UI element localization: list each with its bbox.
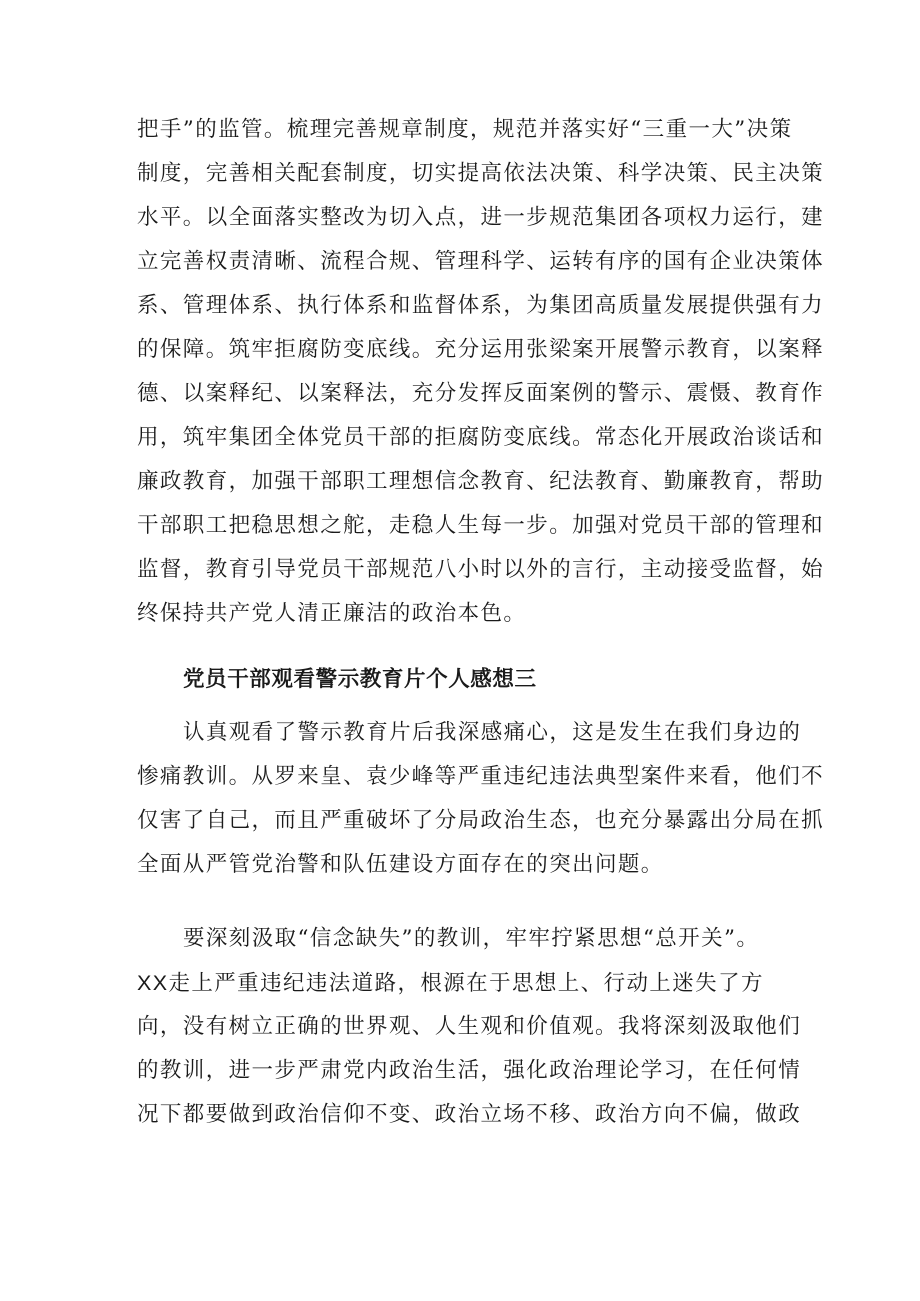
line-text: 走上严重违纪违法道路，根源在于思想上、行动上迷失了方 bbox=[168, 971, 764, 996]
paragraph-line: 用，筑牢集团全体党员干部的拒腐防变底线。常态化开展政治谈话和 bbox=[137, 425, 825, 450]
paragraph-line: 监督，教育引导党员干部规范八小时以外的言行，主动接受监督，始 bbox=[137, 557, 825, 582]
paragraph-line: 况下都要做到政治信仰不变、政治立场不移、政治方向不偏，做政 bbox=[137, 1102, 802, 1127]
paragraph-line: 要深刻汲取“信念缺失”的教训，牢牢拧紧思想“总开关”。 bbox=[183, 926, 760, 951]
paragraph-line: 全面从严管党治警和队伍建设方面存在的突出问题。 bbox=[137, 852, 664, 877]
paragraph-line: 德、以案释纪、以案释法，充分发挥反面案例的警示、震慑、教育作 bbox=[137, 381, 825, 406]
paragraph-line: 认真观看了警示教育片后我深感痛心，这是发生在我们身边的 bbox=[183, 720, 802, 745]
paragraph-line: 终保持共产党人清正廉洁的政治本色。 bbox=[137, 601, 527, 626]
paragraph-line: 向，没有树立正确的世界观、人生观和价值观。我将深刻汲取他们 bbox=[137, 1014, 802, 1039]
placeholder-name: XX bbox=[137, 971, 169, 995]
paragraph-line: 制度，完善相关配套制度，切实提高依法决策、科学决策、民主决策 bbox=[137, 161, 825, 186]
paragraph-line: 水平。以全面落实整改为切入点，进一步规范集团各项权力运行，建 bbox=[137, 205, 825, 230]
paragraph-line: 的保障。筑牢拒腐防变底线。充分运用张梁案开展警示教育，以案释 bbox=[137, 337, 825, 362]
paragraph-line: 系、管理体系、执行体系和监督体系，为集团高质量发展提供强有力 bbox=[137, 293, 825, 318]
paragraph-line: 的教训，进一步严肃党内政治生活，强化政治理论学习，在任何情 bbox=[137, 1058, 802, 1083]
paragraph-line bbox=[137, 968, 764, 999]
paragraph-line: 惨痛教训。从罗来皇、袁少峰等严重违纪违法典型案件来看，他们不 bbox=[137, 764, 825, 789]
paragraph-line: 把手”的监管。梳理完善规章制度，规范并落实好“三重一大”决策 bbox=[137, 117, 793, 142]
paragraph-line: 干部职工把稳思想之舵，走稳人生每一步。加强对党员干部的管理和 bbox=[137, 513, 825, 538]
paragraph-line: 立完善权责清晰、流程合规、管理科学、运转有序的国有企业决策体 bbox=[137, 249, 825, 274]
paragraph-line: 廉政教育，加强干部职工理想信念教育、纪法教育、勤廉教育，帮助 bbox=[137, 469, 825, 494]
section-heading: 党员干部观看警示教育片个人感想三 bbox=[183, 667, 537, 692]
paragraph-line: 仅害了自己，而且严重破坏了分局政治生态，也充分暴露出分局在抓 bbox=[137, 808, 825, 833]
